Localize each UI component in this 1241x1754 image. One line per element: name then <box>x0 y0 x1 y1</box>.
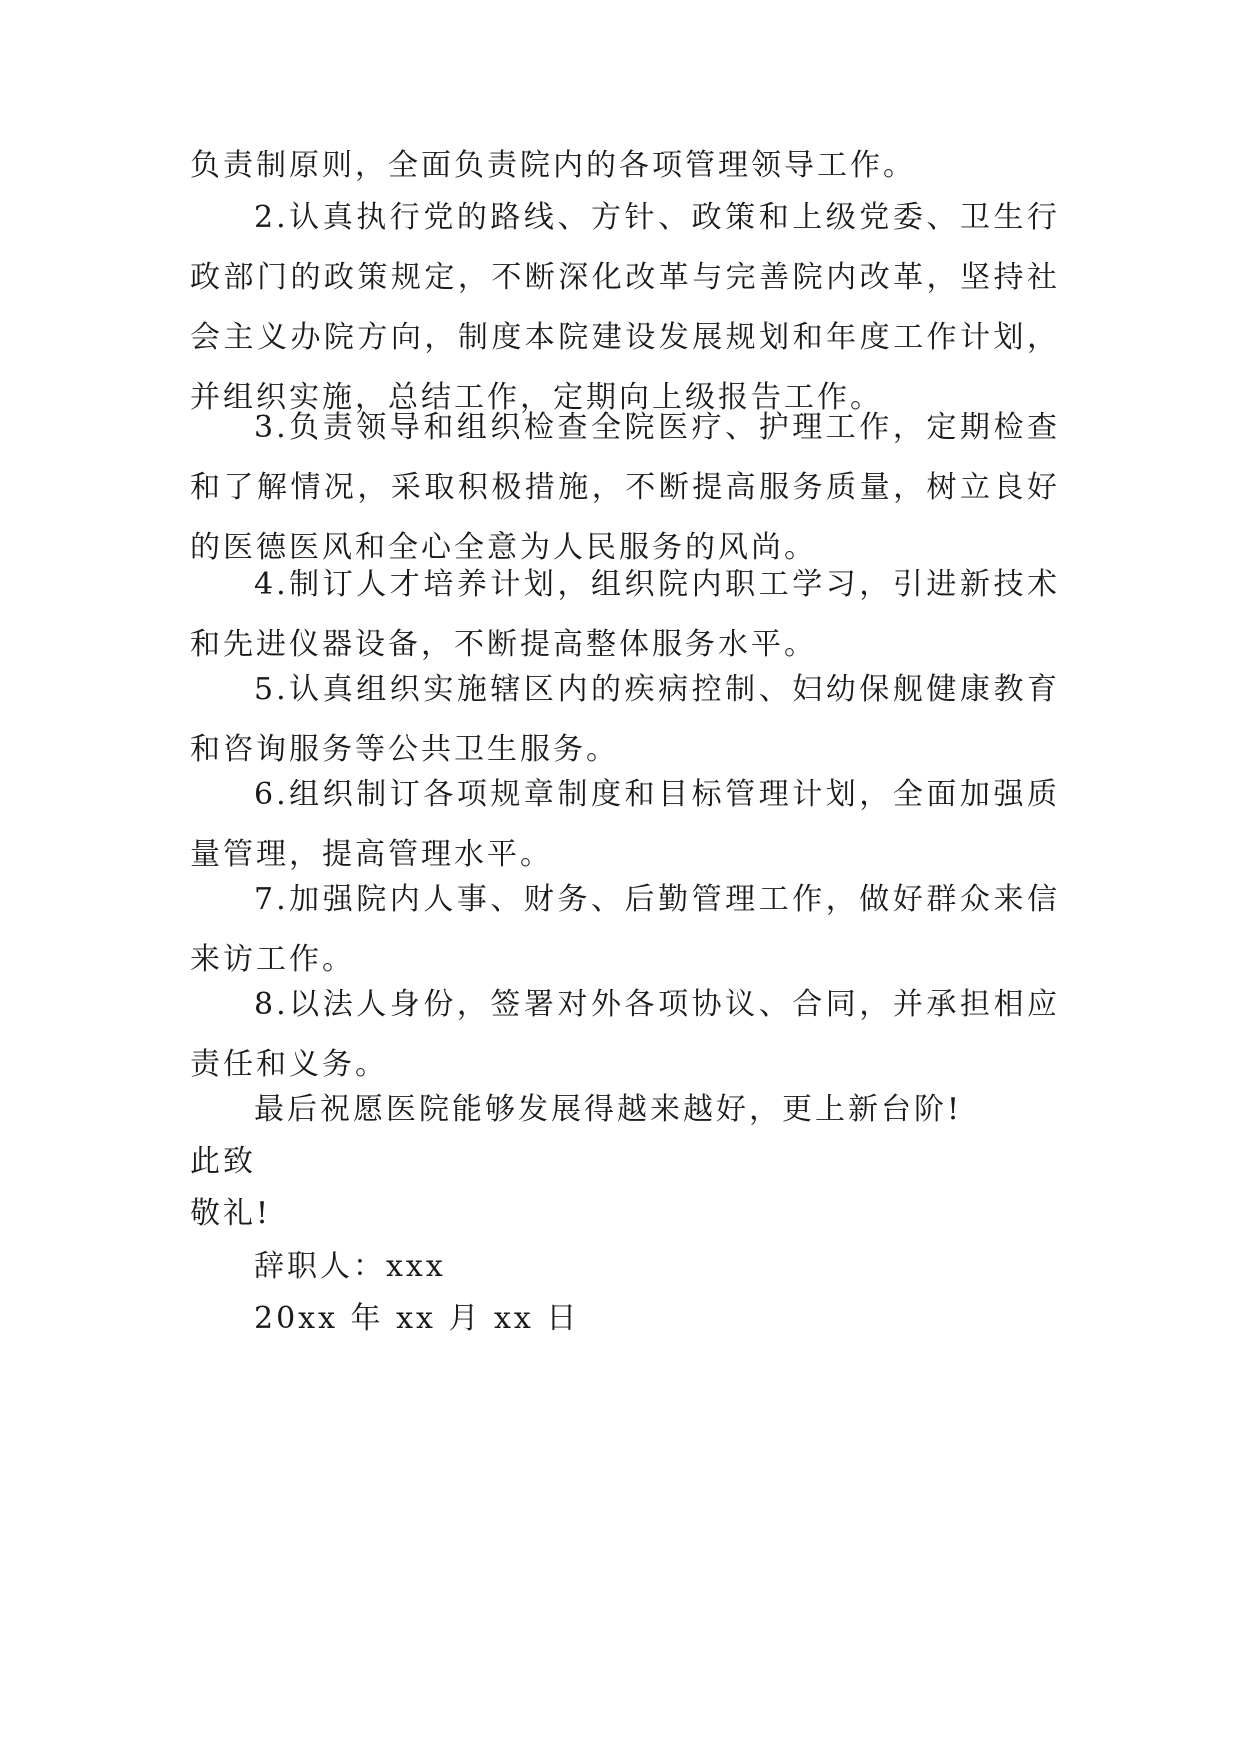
closing-wish: 最后祝愿医院能够发展得越来越好，更上新台阶! <box>254 1092 963 1127</box>
signer-line: 辞职人：xxx <box>254 1249 446 1284</box>
list-item-2: 2.认真执行党的路线、方针、政策和上级党委、卫生行政部门的政策规定，不断深化改革与完善院内改革，坚持社会主义办院方向，制度本院建设发展规划和年度工作计划，并组织实施，总结工作，定期向上级报告工作。 <box>190 200 1060 415</box>
date-line: 20xx 年 xx 月 xx 日 <box>254 1301 580 1336</box>
list-item-6: 6.组织制订各项规章制度和目标管理计划，全面加强质量管理，提高管理水平。 <box>190 777 1060 872</box>
salutation-line-1: 此致 <box>190 1144 256 1179</box>
salutation-line-2: 敬礼! <box>190 1196 272 1231</box>
list-item-8: 8.以法人身份，签署对外各项协议、合同，并承担相应责任和义务。 <box>190 987 1060 1082</box>
list-item-5: 5.认真组织实施辖区内的疾病控制、妇幼保舰健康教育和咨询服务等公共卫生服务。 <box>190 672 1060 767</box>
opening-fragment: 负责制原则，全面负责院内的各项管理领导工作。 <box>190 148 916 183</box>
list-item-3: 3.负责领导和组织检查全院医疗、护理工作，定期检查和了解情况，采取积极措施，不断提高服务质量，树立良好的医德医风和全心全意为人民服务的风尚。 <box>190 410 1060 565</box>
list-item-7: 7.加强院内人事、财务、后勤管理工作，做好群众来信来访工作。 <box>190 882 1060 977</box>
list-item-4: 4.制订人才培养计划，组织院内职工学习，引进新技术和先进仪器设备，不断提高整体服务水平。 <box>190 567 1060 662</box>
